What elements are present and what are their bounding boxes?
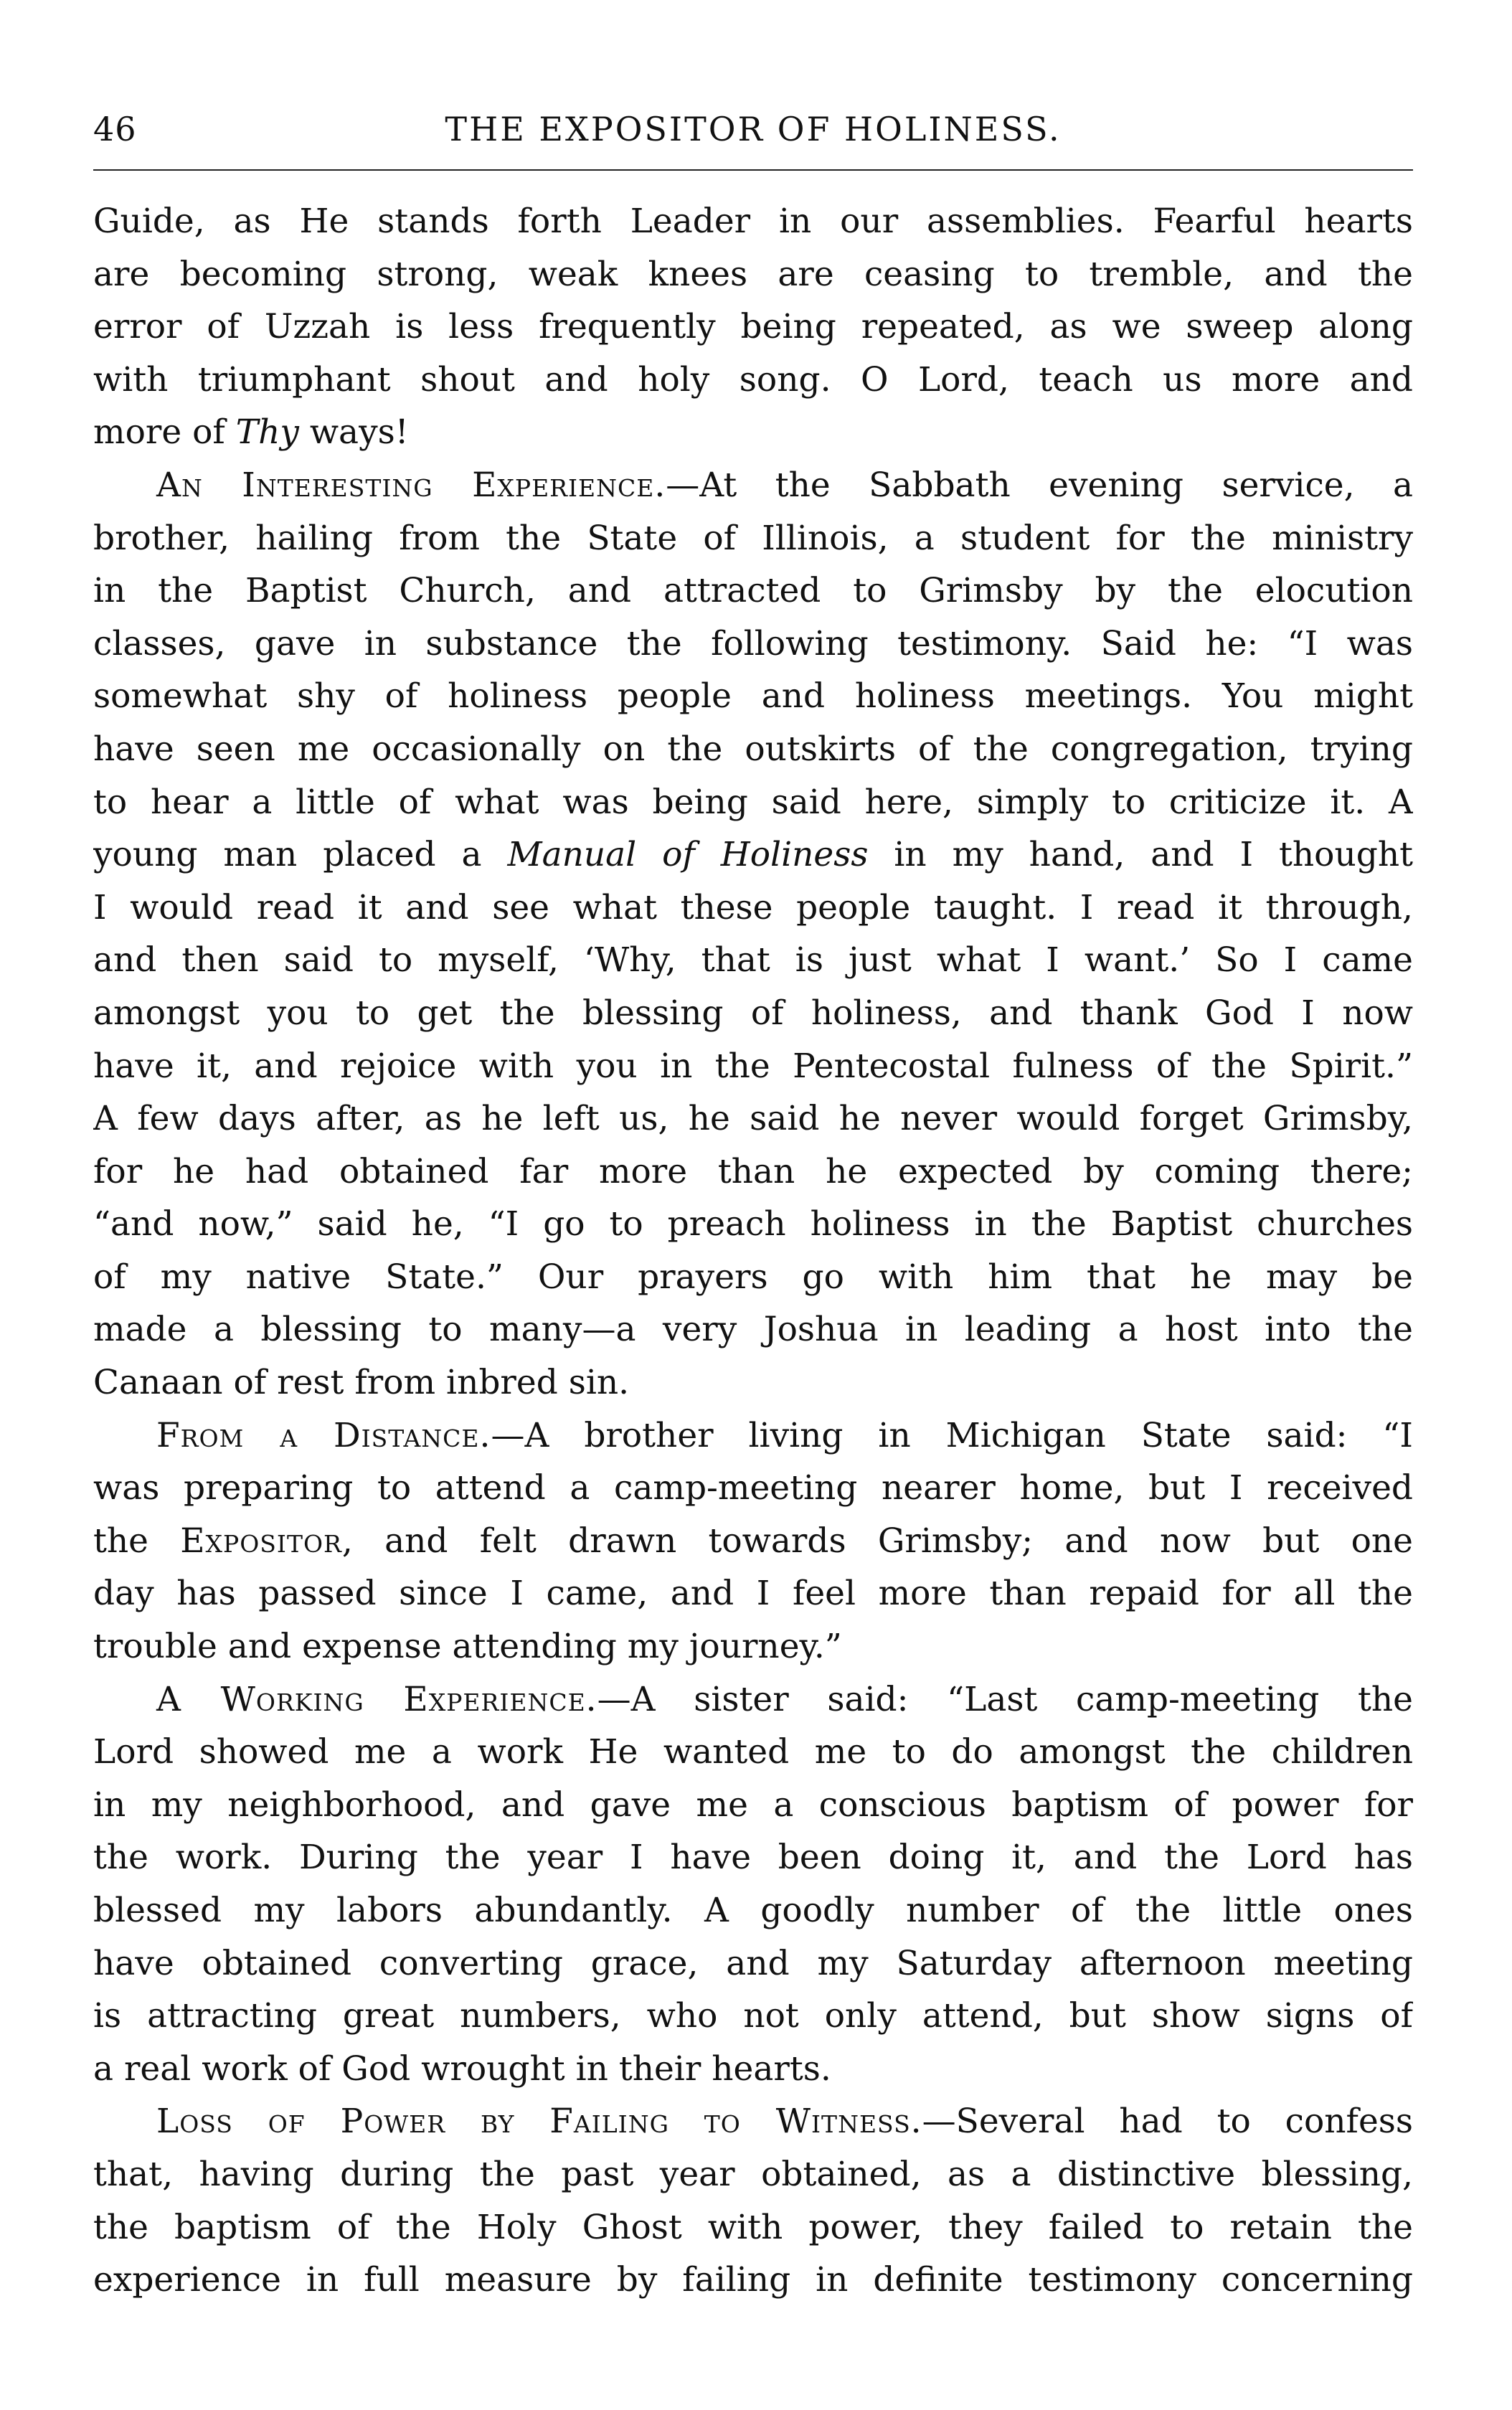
line-text: to hear a little of what was being said here, simply to criticize it. A (93, 782, 1413, 822)
text-line (93, 1409, 1413, 1462)
line-text: “and now,” said he, “I go to preach holiness in the Baptist churches (93, 1204, 1413, 1244)
text-line (93, 1567, 1413, 1620)
section-heading: From a Distance. (156, 1415, 491, 1455)
line-text: in my neighborhood, and gave me a conscious baptism of power for (93, 1785, 1413, 1825)
line-text: —At the Sabbath evening service, a (666, 465, 1413, 505)
line-text: error of Uzzah is less frequently being repeated, as we sweep along (93, 307, 1413, 347)
line-text: —A sister said: “Last camp-meeting the (597, 1679, 1413, 1719)
text-line (93, 1515, 1413, 1568)
text-line (93, 1356, 1413, 1409)
section-heading: A Working Experience. (156, 1679, 597, 1719)
text-line (93, 776, 1413, 829)
line-text: with triumphant shout and holy song. O Lord, teach us more and (93, 359, 1413, 400)
text-line (93, 2148, 1413, 2201)
text-line (93, 512, 1413, 565)
line-text: A few days after, as he left us, he said he never would forget Grimsby, (93, 1099, 1413, 1139)
text-line (93, 406, 1413, 459)
text-line (93, 1251, 1413, 1304)
text-line (93, 354, 1413, 407)
text-line (93, 459, 1413, 512)
line-text: have it, and rejoice with you in the Pentecostal fulness of the Spirit.” (93, 1046, 1413, 1086)
italic-phrase: Thy (235, 412, 299, 453)
line-text: are becoming strong, weak knees are ceasing to tremble, and the (93, 254, 1413, 294)
line-text: for he had obtained far more than he expected by coming there; (93, 1151, 1413, 1191)
line-text: in the Baptist Church, and attracted to Grimsby by the elocution (93, 571, 1413, 611)
text-line (93, 2201, 1413, 2254)
line-text: amongst you to get the blessing of holiness, and thank God I now (93, 993, 1413, 1033)
line-text: more of (93, 412, 236, 453)
line-text: day has passed since I came, and I feel more than repaid for all the (93, 1574, 1413, 1614)
line-text: experience in full measure by failing in definite testimony concerning (93, 2260, 1413, 2300)
text-line (93, 882, 1413, 935)
line-text: the baptism of the Holy Ghost with power, they failed to retain the (93, 2207, 1413, 2247)
line-text: blessed my labors abundantly. A goodly number of the little ones (93, 1891, 1413, 1930)
line-text: Lord showed me a work He wanted me to do amongst the children (93, 1732, 1413, 1772)
line-text: Guide, as He stands forth Leader in our assemblies. Fearful hearts (93, 202, 1413, 241)
line-text: —A brother living in Michigan State said: “I (491, 1415, 1413, 1455)
text-line (93, 1884, 1413, 1937)
text-line (93, 1462, 1413, 1515)
line-text: have obtained converting grace, and my Saturday afternoon meeting (93, 1943, 1413, 1983)
line-text: trouble and expense attending my journey.” (93, 1627, 842, 1667)
line-text: young man placed a (93, 835, 508, 875)
line-text: a real work of God wrought in their hearts. (93, 2048, 831, 2089)
text-line (93, 1779, 1413, 1832)
section-heading: An Interesting Experience. (156, 465, 666, 505)
text-line (93, 1092, 1413, 1145)
line-text: the (93, 1521, 181, 1561)
line-text: have seen me occasionally on the outskirts of the congregation, trying (93, 729, 1413, 769)
line-text: somewhat shy of holiness people and holiness meetings. You might (93, 676, 1413, 717)
line-text: , and felt drawn towards Grimsby; and now but one (341, 1521, 1413, 1561)
text-line (93, 564, 1413, 618)
line-text: was preparing to attend a camp-meeting nearer home, but I received (93, 1468, 1413, 1508)
line-text: I would read it and see what these people taught. I read it through, (93, 887, 1413, 927)
text-line (93, 1303, 1413, 1356)
text-line (93, 2254, 1413, 2307)
text-line (93, 1831, 1413, 1884)
text-line (93, 195, 1413, 248)
text-line (93, 670, 1413, 723)
section-heading: Loss of Power by Failing to Witness. (156, 2102, 922, 2142)
text-line (93, 248, 1413, 301)
line-text: classes, gave in substance the following testimony. Said he: “I was (93, 623, 1413, 663)
section-heading: Expositor (180, 1521, 342, 1561)
line-text: brother, hailing from the State of Illinois, a student for the ministry (93, 518, 1413, 558)
text-line (93, 2043, 1413, 2096)
running-title: THE EXPOSITOR OF HOLINESS. (445, 110, 1062, 148)
text-line (93, 934, 1413, 987)
text-line (93, 1620, 1413, 1673)
line-text: the work. During the year I have been doing it, and the Lord has (93, 1838, 1413, 1878)
text-line (93, 987, 1413, 1040)
text-line (93, 1990, 1413, 2043)
running-head (93, 100, 1413, 158)
text-line (93, 618, 1413, 671)
text-line (93, 1040, 1413, 1093)
line-text: —Several had to confess (922, 2102, 1413, 2142)
text-line (93, 1937, 1413, 1990)
line-text: of my native State.” Our prayers go with him that he may be (93, 1257, 1413, 1297)
line-text: made a blessing to many—a very Joshua in leading a host into the (93, 1310, 1413, 1350)
line-text: that, having during the past year obtained, as a distinctive blessing, (93, 2154, 1413, 2194)
line-text: and then said to myself, ‘Why, that is just what I want.’ So I came (93, 940, 1413, 980)
text-line (93, 2095, 1413, 2148)
italic-phrase: Manual of Holiness (507, 835, 869, 875)
line-text: is attracting great numbers, who not only attend, but show signs of (93, 1996, 1413, 2036)
text-line (93, 301, 1413, 354)
text-line (93, 828, 1413, 882)
body-text (93, 195, 1413, 2376)
text-line (93, 1198, 1413, 1251)
text-line (93, 1145, 1413, 1199)
header-rule (93, 169, 1413, 171)
line-text: Canaan of rest from inbred sin. (93, 1363, 630, 1403)
page-number: 46 (93, 110, 137, 148)
line-text: ways! (298, 412, 409, 453)
text-line (93, 1726, 1413, 1779)
text-line (93, 723, 1413, 776)
line-text: in my hand, and I thought (868, 835, 1413, 875)
text-line (93, 1673, 1413, 1726)
